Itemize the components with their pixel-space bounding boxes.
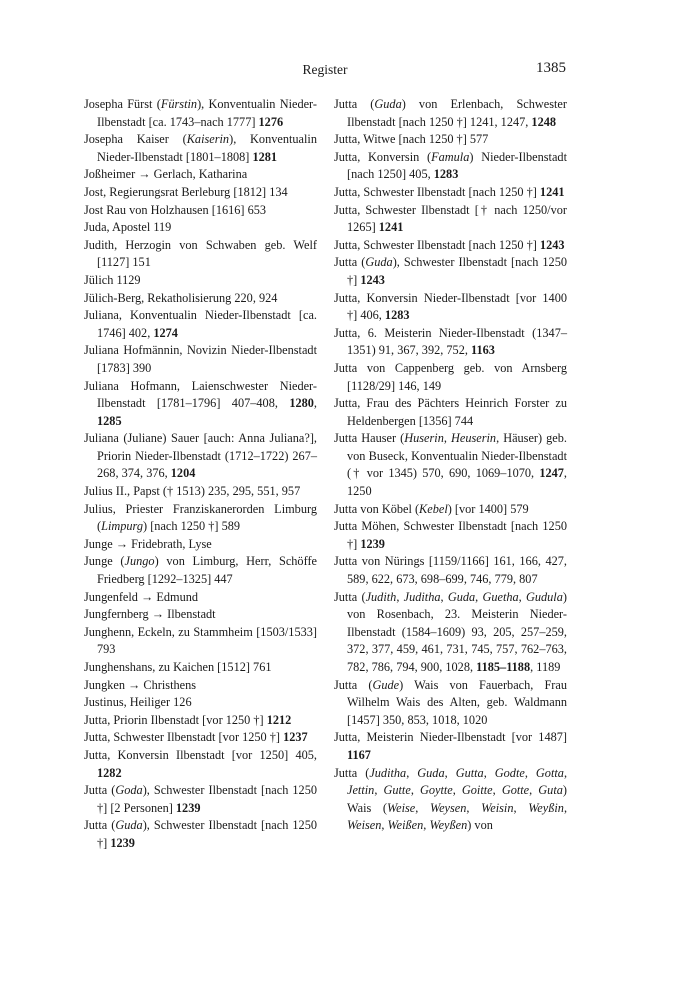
index-entry: Jutta Möhen, Schwester Ilbenstadt [nach 1250 †] 1239	[334, 519, 567, 551]
index-entry: Jutta, Frau des Pächters Heinrich Forster zu Heldenbergen [1356] 744	[334, 396, 567, 428]
index-entry: Jutta (Guda), Schwester Ilbenstadt [nach 1250 †] 1239	[84, 818, 317, 850]
index-column-left	[84, 96, 317, 853]
index-entry: Judith, Herzogin von Schwaben geb. Welf [1127] 151	[84, 237, 317, 270]
index-entry: Jost, Regierungsrat Berleburg [1812] 134	[84, 184, 288, 199]
index-column-right	[334, 96, 567, 835]
index-entry: Jutta Hauser (Huserin, Heuserin, Häuser) geb. von Buseck, Konventualin Nieder-Ilbenstadt († vor 1345) 570, 690, 1069–1070, 1247, 1250	[334, 431, 567, 499]
index-entry: Junge → Fridebrath, Lyse	[84, 536, 212, 551]
index-entry: Jutta, 6. Meisterin Nieder-Ilbenstadt (1347–1351) 91, 367, 392, 752, 1163	[334, 325, 567, 358]
page-number: 1385	[536, 60, 566, 76]
index-entry: Jutta, Priorin Ilbenstadt [vor 1250 †] 1212	[84, 712, 292, 727]
index-entry: Jutta, Konversin (Famula) Nieder-Ilbenstadt [nach 1250] 405, 1283	[334, 149, 568, 182]
index-entry: Josepha Kaiser (Kaiserin), Konventualin Nieder-Ilbenstadt [1801–1808] 1281	[84, 132, 317, 164]
index-entry: Jutta (Goda), Schwester Ilbenstadt [nach 1250 †] [2 Personen] 1239	[84, 783, 317, 815]
index-entry: Julius II., Papst († 1513) 235, 295, 551, 957	[84, 484, 301, 499]
index-entry: Jutta von Nürings [1159/1166] 161, 166, 427, 589, 622, 673, 698–699, 746, 779, 807	[334, 554, 567, 587]
index-entry: Julius, Priester Franziskanerorden Limburg (Limpurg) [nach 1250 †] 589	[84, 501, 317, 534]
index-entry: Jutta (Guda) von Erlenbach, Schwester Ilbenstadt [nach 1250 †] 1241, 1247, 1248	[334, 97, 567, 129]
index-entry: Jutta, Konversin Ilbenstadt [vor 1250] 405, 1282	[84, 747, 317, 780]
running-header-title: Register	[302, 62, 348, 77]
index-entry: Jutta, Schwester Ilbenstadt [nach 1250 †] 1241	[334, 184, 565, 199]
index-entry: Jungken → Christhens	[84, 677, 197, 692]
index-entry: Junge (Jungo) von Limburg, Herr, Schöffe Friedberg [1292–1325] 447	[84, 554, 318, 587]
index-entry: Jutta, Meisterin Nieder-Ilbenstadt [vor 1487] 1167	[334, 730, 567, 762]
index-entry: Jutta, Schwester Ilbenstadt [vor 1250 †] 1237	[84, 730, 308, 745]
index-entry: Jutta, Konversin Nieder-Ilbenstadt [vor 1400 †] 406, 1283	[334, 290, 567, 323]
index-entry: Jülich 1129	[84, 272, 141, 287]
index-entry: Juliana (Juliane) Sauer [auch: Anna Juliana?], Priorin Nieder-Ilbenstadt (1712–1722) 267–268, 374, 376, 1204	[84, 431, 317, 481]
index-entry: Junghenshans, zu Kaichen [1512] 761	[84, 660, 272, 674]
index-entry: Jutta (Judith, Juditha, Guda, Guetha, Gudula) von Rosenbach, 23. Meisterin Nieder-Ilbenstadt (1584–1609) 93, 205, 257–259, 372, 377, 459, 461, 731, 745, 757, 762–763, 782, 786, 794, 900, 1028, 1185–1188, 1189	[334, 589, 567, 674]
index-entry: Jungfernberg → Ilbenstadt	[84, 607, 216, 622]
index-entry: Jutta (Juditha, Guda, Gutta, Godte, Gotta, Jettin, Gutte, Goytte, Goitte, Gotte, Guta) Wais (Weise, Weysen, Weisin, Weyßin, Weisen, Weißen, Weyßen) von	[334, 765, 568, 833]
index-entry: Jutta (Gude) Wais von Fauerbach, Frau Wilhelm Wais des Alten, geb. Waldmann [1457] 350, 853, 1018, 1020	[334, 677, 567, 727]
index-entry: Josepha Fürst (Fürstin), Konventualin Nieder-Ilbenstadt [ca. 1743–nach 1777] 1276	[84, 97, 317, 129]
index-entry: Joßheimer → Gerlach, Katharina	[84, 167, 248, 182]
index-entry: Jutta (Guda), Schwester Ilbenstadt [nach 1250 †] 1243	[334, 255, 567, 287]
index-entry: Jungenfeld → Edmund	[84, 589, 199, 604]
index-entry: Juda, Apostel 119	[84, 220, 172, 235]
index-entry: Juliana Hofmännin, Novizin Nieder-Ilbenstadt [1783] 390	[84, 343, 317, 375]
index-entry: Jutta, Schwester Ilbenstadt [† nach 1250/vor 1265] 1241	[334, 202, 567, 235]
index-entry: Jutta, Witwe [nach 1250 †] 577	[334, 132, 489, 147]
index-entry: Junghenn, Eckeln, zu Stammheim [1503/1533] 793	[84, 624, 317, 657]
index-entry: Jutta von Köbel (Kebel) [vor 1400] 579	[334, 501, 529, 516]
index-entry: Juliana, Konventualin Nieder-Ilbenstadt [ca. 1746] 402, 1274	[84, 308, 317, 340]
index-entry: Jost Rau von Holzhausen [1616] 653	[84, 202, 267, 217]
index-entry: Justinus, Heiliger 126	[84, 695, 192, 710]
index-entry: Jutta von Cappenberg geb. von Arnsberg [1128/29] 146, 149	[334, 360, 567, 393]
index-entry: Juliana Hofmann, Laienschwester Nieder-Ilbenstadt [1781–1796] 407–408, 1280, 1285	[84, 378, 317, 428]
index-entry: Jülich-Berg, Rekatholisierung 220, 924	[84, 290, 278, 305]
index-entry: Jutta, Schwester Ilbenstadt [nach 1250 †] 1243	[334, 237, 565, 252]
